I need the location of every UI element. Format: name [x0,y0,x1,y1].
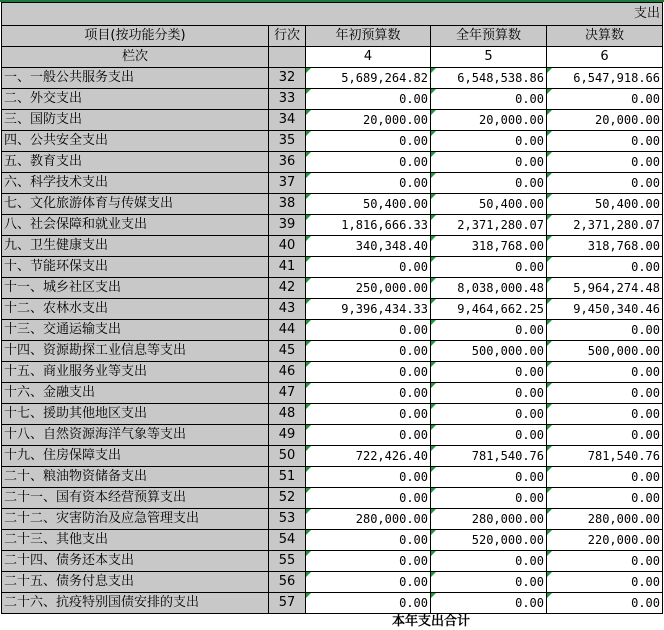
initial-budget-cell[interactable]: 0.00 [306,488,431,509]
full-year-budget-cell[interactable]: 9,464,662.25 [431,299,547,320]
table-row [2,341,663,362]
initial-budget-cell[interactable]: 0.00 [306,425,431,446]
initial-budget-cell[interactable]: 0.00 [306,467,431,488]
final-accounts-cell[interactable]: 0.00 [547,173,663,194]
item-cell[interactable]: 十一、城乡社区支出 [2,278,269,299]
column-number-full-year[interactable]: 5 [431,47,547,68]
column-number-initial[interactable]: 4 [306,47,431,68]
item-cell[interactable]: 十八、自然资源海洋气象等支出 [2,425,269,446]
final-accounts-cell[interactable]: 0.00 [547,488,663,509]
column-number-final[interactable]: 6 [547,47,663,68]
initial-budget-cell[interactable]: 0.00 [306,551,431,572]
full-year-budget-cell[interactable]: 500,000.00 [431,341,547,362]
table-row [2,194,663,215]
initial-budget-cell[interactable]: 0.00 [306,362,431,383]
final-accounts-cell[interactable]: 0.00 [547,89,663,110]
initial-budget-cell[interactable]: 0.00 [306,173,431,194]
full-year-budget-cell[interactable]: 20,000.00 [431,110,547,131]
full-year-budget-cell[interactable]: 0.00 [431,425,547,446]
row-no-cell[interactable]: 44 [269,320,306,341]
initial-budget-cell[interactable]: 0.00 [306,383,431,404]
initial-budget-cell[interactable]: 340,348.40 [306,236,431,257]
item-cell[interactable]: 十、节能环保支出 [2,257,269,278]
item-cell[interactable]: 七、文化旅游体育与传媒支出 [2,194,269,215]
row-no-cell[interactable]: 52 [269,488,306,509]
final-accounts-cell[interactable]: 2,371,280.07 [547,215,663,236]
row-no-cell[interactable]: 38 [269,194,306,215]
full-year-budget-cell[interactable]: 0.00 [431,89,547,110]
initial-budget-cell[interactable]: 0.00 [306,530,431,551]
final-accounts-cell[interactable]: 500,000.00 [547,341,663,362]
initial-budget-cell[interactable]: 5,689,264.82 [306,68,431,89]
item-cell[interactable]: 五、教育支出 [2,152,269,173]
full-year-budget-cell[interactable]: 280,000.00 [431,509,547,530]
final-accounts-cell[interactable]: 50,400.00 [547,194,663,215]
column-number-label[interactable]: 栏次 [2,47,269,68]
full-year-budget-cell[interactable]: 6,548,538.86 [431,68,547,89]
full-year-budget-cell[interactable]: 50,400.00 [431,194,547,215]
table-row [2,593,663,614]
final-accounts-cell[interactable]: 280,000.00 [547,509,663,530]
row-no-cell[interactable]: 40 [269,236,306,257]
item-cell[interactable]: 十五、商业服务业等支出 [2,362,269,383]
table-row [2,299,663,320]
final-accounts-cell[interactable]: 0.00 [547,404,663,425]
item-cell[interactable]: 十六、金融支出 [2,383,269,404]
item-cell[interactable]: 二十三、其他支出 [2,530,269,551]
initial-budget-cell[interactable]: 0.00 [306,152,431,173]
final-accounts-cell[interactable]: 0.00 [547,131,663,152]
table-row [2,530,663,551]
item-cell[interactable]: 九、卫生健康支出 [2,236,269,257]
full-year-budget-cell[interactable]: 318,768.00 [431,236,547,257]
full-year-budget-cell[interactable]: 781,540.76 [431,446,547,467]
full-year-budget-cell[interactable]: 0.00 [431,488,547,509]
final-accounts-cell[interactable]: 5,964,274.48 [547,278,663,299]
item-cell[interactable]: 八、社会保障和就业支出 [2,215,269,236]
full-year-budget-cell[interactable]: 0.00 [431,551,547,572]
row-no-cell[interactable]: 32 [269,68,306,89]
footer-total-label: 本年支出合计 [392,614,471,629]
final-accounts-cell[interactable]: 0.00 [547,425,663,446]
row-no-cell[interactable]: 48 [269,404,306,425]
row-no-cell[interactable]: 56 [269,572,306,593]
initial-budget-cell[interactable]: 20,000.00 [306,110,431,131]
final-accounts-cell[interactable]: 220,000.00 [547,530,663,551]
row-no-cell[interactable]: 41 [269,257,306,278]
final-accounts-cell[interactable]: 0.00 [547,362,663,383]
row-no-cell[interactable]: 42 [269,278,306,299]
item-cell[interactable]: 一、一般公共服务支出 [2,68,269,89]
item-cell[interactable]: 十二、农林水支出 [2,299,269,320]
item-cell[interactable]: 二十五、债务付息支出 [2,572,269,593]
row-no-cell[interactable]: 43 [269,299,306,320]
item-cell[interactable]: 十三、交通运输支出 [2,320,269,341]
full-year-budget-cell[interactable]: 0.00 [431,593,547,614]
header-final-accounts[interactable]: 决算数 [547,26,663,47]
expenditure-table [1,2,663,614]
item-cell[interactable]: 三、国防支出 [2,110,269,131]
item-cell[interactable]: 二十、粮油物资储备支出 [2,467,269,488]
table-row [2,152,663,173]
table-row [2,89,663,110]
row-no-cell[interactable]: 33 [269,89,306,110]
initial-budget-cell[interactable]: 0.00 [306,593,431,614]
table-row [2,383,663,404]
final-accounts-cell[interactable]: 0.00 [547,152,663,173]
row-no-cell[interactable]: 39 [269,215,306,236]
header-full-year-budget[interactable]: 全年预算数 [431,26,547,47]
item-cell[interactable]: 二十四、债务还本支出 [2,551,269,572]
table-row [2,236,663,257]
full-year-budget-cell[interactable]: 0.00 [431,572,547,593]
item-cell[interactable]: 十四、资源勘探工业信息等支出 [2,341,269,362]
initial-budget-cell[interactable]: 0.00 [306,572,431,593]
row-no-cell[interactable]: 55 [269,551,306,572]
row-no-cell[interactable]: 35 [269,131,306,152]
initial-budget-cell[interactable]: 50,400.00 [306,194,431,215]
final-accounts-cell[interactable]: 0.00 [547,551,663,572]
full-year-budget-cell[interactable]: 8,038,000.48 [431,278,547,299]
initial-budget-cell[interactable]: 0.00 [306,89,431,110]
row-no-cell[interactable]: 34 [269,110,306,131]
final-accounts-cell[interactable]: 0.00 [547,257,663,278]
initial-budget-cell[interactable]: 1,816,666.33 [306,215,431,236]
column-number-row [2,47,663,68]
header-item[interactable]: 项目(按功能分类) [2,26,269,47]
header-initial-budget[interactable]: 年初预算数 [306,26,431,47]
table-row [2,551,663,572]
initial-budget-cell[interactable]: 0.00 [306,320,431,341]
final-accounts-cell[interactable]: 0.00 [547,383,663,404]
full-year-budget-cell[interactable]: 0.00 [431,173,547,194]
initial-budget-cell[interactable]: 722,426.40 [306,446,431,467]
row-no-cell[interactable]: 51 [269,467,306,488]
full-year-budget-cell[interactable]: 2,371,280.07 [431,215,547,236]
initial-budget-cell[interactable]: 0.00 [306,257,431,278]
item-cell[interactable]: 二十六、抗疫特别国债安排的支出 [2,593,269,614]
row-no-cell[interactable]: 46 [269,362,306,383]
full-year-budget-cell[interactable]: 0.00 [431,383,547,404]
table-row [2,404,663,425]
table-row [2,278,663,299]
table-row [2,446,663,467]
row-no-cell[interactable]: 57 [269,593,306,614]
table-row [2,467,663,488]
initial-budget-cell[interactable]: 9,396,434.33 [306,299,431,320]
row-no-cell[interactable]: 50 [269,446,306,467]
row-no-cell[interactable]: 36 [269,152,306,173]
final-accounts-cell[interactable]: 6,547,918.66 [547,68,663,89]
item-cell[interactable]: 二十一、国有资本经营预算支出 [2,488,269,509]
table-row [2,320,663,341]
row-no-cell[interactable]: 47 [269,383,306,404]
item-cell[interactable]: 二十二、灾害防治及应急管理支出 [2,509,269,530]
row-no-cell[interactable]: 37 [269,173,306,194]
initial-budget-cell[interactable]: 0.00 [306,131,431,152]
section-title-cell[interactable]: 支出 [2,3,663,26]
full-year-budget-cell[interactable]: 0.00 [431,131,547,152]
initial-budget-cell[interactable]: 0.00 [306,341,431,362]
row-no-cell[interactable]: 54 [269,530,306,551]
row-no-cell[interactable]: 49 [269,425,306,446]
item-cell[interactable]: 六、科学技术支出 [2,173,269,194]
initial-budget-cell[interactable]: 250,000.00 [306,278,431,299]
table-row [2,68,663,89]
final-accounts-cell[interactable]: 318,768.00 [547,236,663,257]
table-row [2,257,663,278]
final-accounts-cell[interactable]: 781,540.76 [547,446,663,467]
table-row [2,173,663,194]
table-row [2,362,663,383]
column-number-row-no[interactable] [269,47,306,68]
full-year-budget-cell[interactable]: 0.00 [431,467,547,488]
table-row [2,425,663,446]
full-year-budget-cell[interactable]: 0.00 [431,362,547,383]
final-accounts-cell[interactable]: 20,000.00 [547,110,663,131]
row-no-cell[interactable]: 53 [269,509,306,530]
item-cell[interactable]: 二、外交支出 [2,89,269,110]
initial-budget-cell[interactable]: 280,000.00 [306,509,431,530]
table-row [2,110,663,131]
full-year-budget-cell[interactable]: 0.00 [431,257,547,278]
final-accounts-cell[interactable]: 0.00 [547,572,663,593]
final-accounts-cell[interactable]: 0.00 [547,593,663,614]
table-row [2,509,663,530]
header-row [2,26,663,47]
table-row [2,572,663,593]
header-row-no[interactable]: 行次 [269,26,306,47]
final-accounts-cell[interactable]: 0.00 [547,467,663,488]
full-year-budget-cell[interactable]: 0.00 [431,320,547,341]
table-row [2,488,663,509]
full-year-budget-cell[interactable]: 520,000.00 [431,530,547,551]
item-cell[interactable]: 四、公共安全支出 [2,131,269,152]
section-title-row [2,3,663,26]
initial-budget-cell[interactable]: 0.00 [306,404,431,425]
full-year-budget-cell[interactable]: 0.00 [431,152,547,173]
item-cell[interactable]: 十九、住房保障支出 [2,446,269,467]
table-row [2,131,663,152]
table-row [2,215,663,236]
row-no-cell[interactable]: 45 [269,341,306,362]
final-accounts-cell[interactable]: 9,450,340.46 [547,299,663,320]
full-year-budget-cell[interactable]: 0.00 [431,404,547,425]
final-accounts-cell[interactable]: 0.00 [547,320,663,341]
item-cell[interactable]: 十七、援助其他地区支出 [2,404,269,425]
